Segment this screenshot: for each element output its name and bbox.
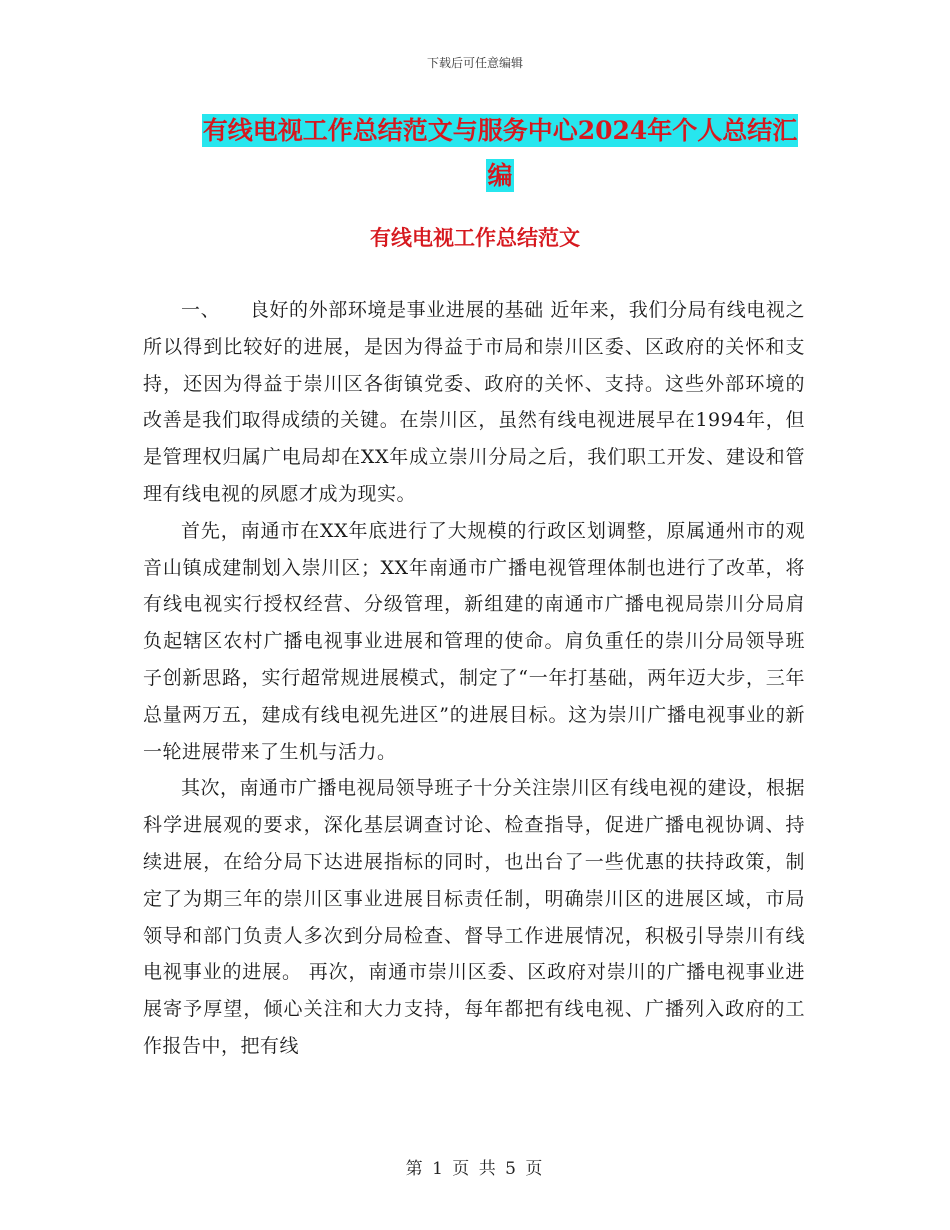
document-body — [143, 292, 805, 1065]
page-header-note: 下载后可任意编辑 — [426, 56, 523, 70]
document-title-line-1: 有线电视工作总结范文与服务中心2024年个人总结汇 — [202, 116, 798, 145]
document-title — [120, 108, 880, 198]
paragraph-3: 其次，南通市广播电视局领导班子十分关注崇川区有线电视的建设，根据科学进展观的要求，深化基层调查讨论、检查指导，促进广播电视协调、持续进展，在给分局下达进展指标的同时，也出台了一些优惠的扶持政策，制定了为期三年的崇川区事业进展目标责任制，明确崇川区的进展区域，市局领导和部门负责人多次到分局检查、督导工作进展情况，积极引导崇川有线电视事业的进展。 再次，南通市崇川区委、区政府对崇川的广播电视事业进展寄予厚望，倾心关注和大力支持，每年都把有线电视、广播列入政府的工作报告中，把有线 — [143, 777, 806, 1057]
page-number: 第 1 页 共 5 页 — [405, 1159, 545, 1179]
paragraph-2: 首先，南通市在XX年底进行了大规模的行政区划调整，原属通州市的观音山镇成建制划入崇川区；XX年南通市广播电视管理体制也进行了改革，将有线电视实行授权经营、分级管理，新组建的南通市广播电视局崇川分局肩负起辖区农村广播电视事业进展和管理的使命。肩负重任的崇川分局领导班子创新思路，实行超常规进展模式，制定了“一年打基础，两年迈大步，三年总量两万五，建成有线电视先进区”的进展目标。这为崇川广播电视事业的新一轮进展带来了生机与活力。 — [143, 519, 805, 763]
section-title: 有线电视工作总结范文 — [370, 225, 580, 250]
paragraph-1: 一、 良好的外部环境是事业进展的基础 近年来，我们分局有线电视之所以得到比较好的进展，是因为得益于市局和崇川区委、区政府的关怀和支持，还因为得益于崇川区各街镇党委、政府的关怀、支持。这些外部环境的改善是我们取得成绩的关键。在崇川区，虽然有线电视进展早在1994年，但是管理权归属广电局却在XX年成立崇川分局之后，我们职工开发、建设和管理有线电视的夙愿才成为现实。 — [143, 299, 805, 505]
document-title-line-2: 编 — [487, 161, 513, 190]
